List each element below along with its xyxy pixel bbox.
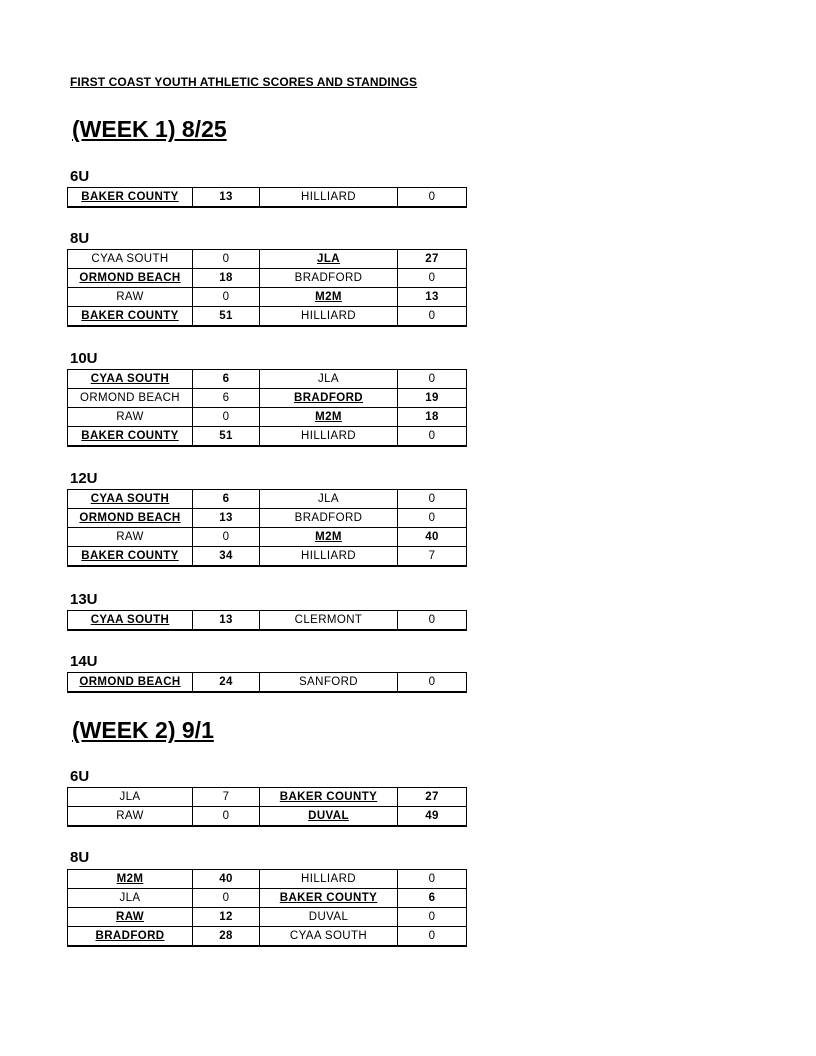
home-team: RAW [68,807,193,827]
away-score: 0 [398,427,467,447]
game-row [68,307,467,327]
away-score: 0 [398,673,467,693]
away-score: 0 [398,870,467,889]
away-score: 0 [398,370,467,389]
game-row [68,673,467,693]
away-team: DUVAL [260,807,398,827]
home-team: CYAA SOUTH [68,370,193,389]
away-score: 0 [398,490,467,509]
away-score: 0 [398,269,467,288]
home-score: 6 [193,490,260,509]
home-score: 6 [193,370,260,389]
home-score: 28 [193,927,260,947]
game-row [68,288,467,307]
game-row [68,250,467,269]
home-score: 0 [193,889,260,908]
away-team: M2M [260,408,398,427]
game-row [68,188,467,208]
home-score: 34 [193,547,260,567]
scores-table [67,610,467,631]
away-team: HILLIARD [260,427,398,447]
home-score: 13 [193,509,260,528]
home-team: M2M [68,870,193,889]
away-team: JLA [260,490,398,509]
away-team: BRADFORD [260,269,398,288]
scores-table [67,672,467,693]
away-score: 19 [398,389,467,408]
away-score: 0 [398,611,467,631]
away-score: 0 [398,307,467,327]
home-score: 12 [193,908,260,927]
home-score: 18 [193,269,260,288]
division-label: 6U [70,768,90,785]
home-team: ORMOND BEACH [68,509,193,528]
scores-table [67,869,467,947]
game-row [68,547,467,567]
away-score: 27 [398,788,467,807]
division-label: 8U [70,230,90,247]
division-label: 13U [70,591,98,608]
away-team: HILLIARD [260,307,398,327]
home-team: BAKER COUNTY [68,188,193,208]
away-score: 18 [398,408,467,427]
home-team: RAW [68,528,193,547]
week-heading: (WEEK 2) 9/1 [72,717,214,743]
home-score: 7 [193,788,260,807]
away-score: 13 [398,288,467,307]
division-label: 8U [70,849,90,866]
away-team: BRADFORD [260,389,398,408]
game-row [68,611,467,631]
home-team: CYAA SOUTH [68,611,193,631]
away-team: DUVAL [260,908,398,927]
away-team: CLERMONT [260,611,398,631]
away-team: JLA [260,370,398,389]
home-team: JLA [68,788,193,807]
game-row [68,788,467,807]
game-row [68,370,467,389]
away-team: SANFORD [260,673,398,693]
game-row [68,427,467,447]
home-team: JLA [68,889,193,908]
home-score: 51 [193,307,260,327]
document-title: FIRST COAST YOUTH ATHLETIC SCORES AND STANDINGS [70,75,418,89]
home-team: ORMOND BEACH [68,389,193,408]
away-team: BAKER COUNTY [260,889,398,908]
away-score: 40 [398,528,467,547]
away-score: 0 [398,188,467,208]
home-score: 0 [193,807,260,827]
scores-table [67,787,467,827]
home-score: 0 [193,528,260,547]
home-team: BRADFORD [68,927,193,947]
game-row [68,908,467,927]
home-team: CYAA SOUTH [68,250,193,269]
home-score: 0 [193,288,260,307]
away-team: JLA [260,250,398,269]
home-team: RAW [68,408,193,427]
home-team: CYAA SOUTH [68,490,193,509]
away-score: 27 [398,250,467,269]
week-heading: (WEEK 1) 8/25 [72,116,227,142]
game-row [68,927,467,947]
division-label: 14U [70,653,98,670]
game-row [68,269,467,288]
home-score: 0 [193,250,260,269]
away-score: 7 [398,547,467,567]
scores-table [67,369,467,447]
home-team: BAKER COUNTY [68,307,193,327]
away-score: 0 [398,509,467,528]
scores-table [67,249,467,327]
away-score: 0 [398,927,467,947]
home-score: 24 [193,673,260,693]
game-row [68,408,467,427]
home-score: 40 [193,870,260,889]
division-label: 6U [70,168,90,185]
away-team: M2M [260,288,398,307]
home-score: 0 [193,408,260,427]
away-score: 6 [398,889,467,908]
away-team: CYAA SOUTH [260,927,398,947]
away-team: M2M [260,528,398,547]
game-row [68,870,467,889]
home-team: RAW [68,908,193,927]
division-label: 12U [70,470,98,487]
home-score: 13 [193,188,260,208]
game-row [68,389,467,408]
game-row [68,807,467,827]
scores-table [67,187,467,208]
away-team: BAKER COUNTY [260,788,398,807]
home-score: 13 [193,611,260,631]
home-score: 51 [193,427,260,447]
away-team: BRADFORD [260,509,398,528]
home-team: BAKER COUNTY [68,427,193,447]
home-team: ORMOND BEACH [68,269,193,288]
home-score: 6 [193,389,260,408]
home-team: ORMOND BEACH [68,673,193,693]
away-score: 49 [398,807,467,827]
away-team: HILLIARD [260,870,398,889]
scores-table [67,489,467,567]
away-score: 0 [398,908,467,927]
home-team: RAW [68,288,193,307]
away-team: HILLIARD [260,188,398,208]
game-row [68,509,467,528]
away-team: HILLIARD [260,547,398,567]
home-team: BAKER COUNTY [68,547,193,567]
game-row [68,490,467,509]
game-row [68,528,467,547]
division-label: 10U [70,350,98,367]
game-row [68,889,467,908]
